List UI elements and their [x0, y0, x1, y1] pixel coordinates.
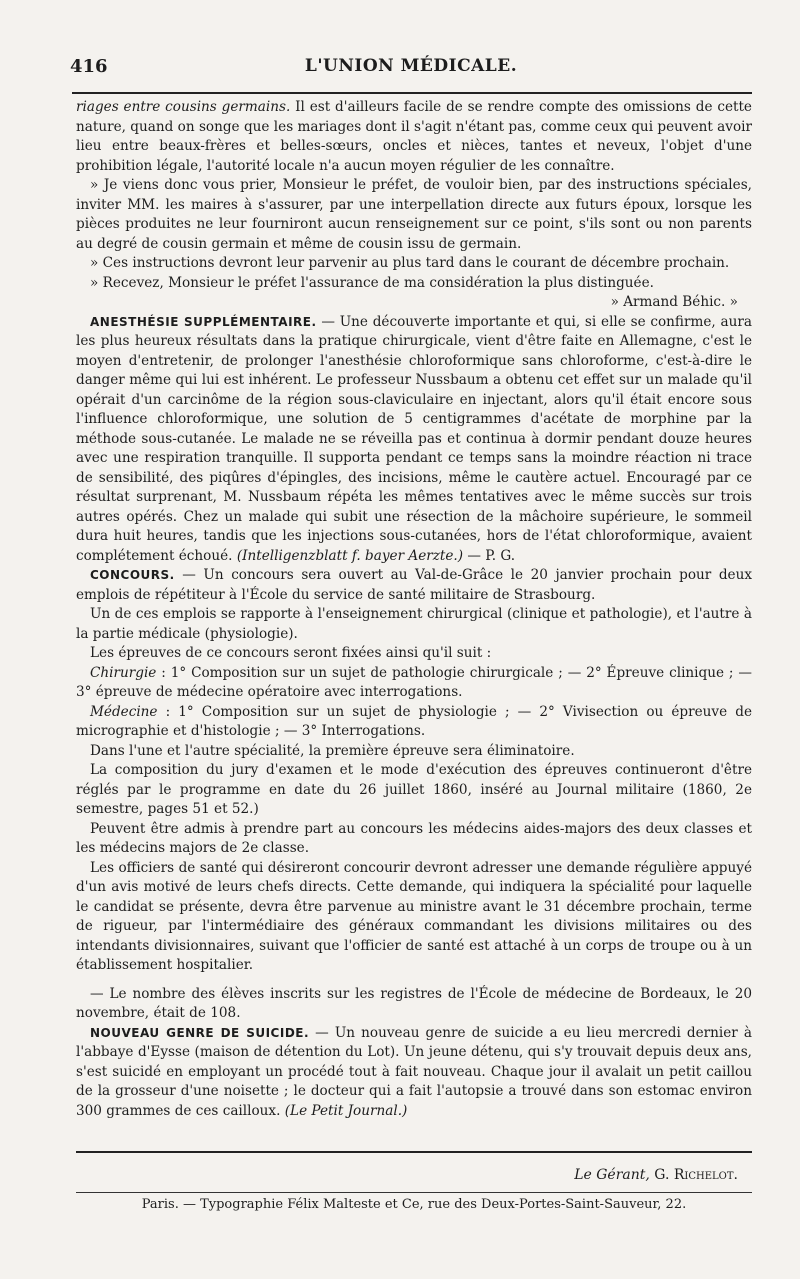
- gerant-name: G. Richelot.: [654, 1167, 738, 1183]
- paragraph: [76, 176, 752, 254]
- paragraph-text: — Le nombre des élèves inscrits sur les registres de l'École de médecine de Bordeaux, le 20 novembre, était de 108.: [76, 985, 752, 1021]
- article-body: [76, 98, 752, 1121]
- source-citation: (Intelligenzblatt f. bayer Aerzte.): [236, 547, 464, 564]
- imprint-line: Paris. — Typographie Félix Malteste et Ce, rue des Deux-Portes-Saint-Sauveur, 22.: [141, 1197, 687, 1212]
- paragraph-text: : 1° Composition sur un sujet de pathologie chirurgicale ; — 2° Épreuve clinique ; — 3° épreuve de médecine opératoire avec interrogations.: [76, 664, 752, 700]
- paragraph: [76, 644, 752, 664]
- news-item: [76, 1024, 752, 1122]
- italic-lead: riages entre cousins germains.: [76, 99, 291, 115]
- paragraph-text: Peuvent être admis à prendre part au concours les médecins aides-majors des deux classes et les médecins majors de 2e classe.: [76, 820, 752, 856]
- italic-lead: Chirurgie: [90, 664, 157, 681]
- paragraph: [76, 664, 752, 703]
- paragraph-text: — Un nouveau genre de suicide a eu lieu mercredi dernier à l'abbaye d'Eysse (maison de détention du Lot). Un jeune détenu, qui s'y trouvait depuis deux ans, s'est suicidé en employant un procédé tout à fait nouveau. Chaque jour il avalait un petit caillou de la grosseur d'une noisette ; le docteur qui a fait l'autopsie a trouvé dans son estomac environ 300 grammes de ces cailloux.: [76, 1024, 752, 1119]
- paragraph-text: — Un concours sera ouvert au Val-de-Grâce le 20 janvier prochain pour deux emplois de répétiteur à l'École du service de santé militaire de Strasbourg.: [76, 567, 752, 603]
- paragraph: [76, 98, 752, 176]
- news-item: [76, 313, 752, 567]
- header-rule: [72, 92, 752, 94]
- paragraph: [76, 761, 752, 820]
- paragraph-text: Les officiers de santé qui désireront concourir devront adresser une demande régulière appuyé d'un avis motivé de leurs chefs directs. Cette demande, qui indiquera la spécialité pour laquelle le candidat se présente, devra être parvenue au ministre avant le 31 décembre prochain, terme de rigueur, par l'intermédiaire des généraux commandant les divisions militaires ou des intendants divisionnaires, suivant que l'officier de santé est attaché à un corps de troupe ou à un établissement hospitalier.: [76, 859, 752, 973]
- paragraph-text: » Je viens donc vous prier, Monsieur le préfet, de vouloir bien, par des instructions spéciales, inviter MM. les maires à s'assurer, par une interpellation directe aux futurs époux, lorsque les pièces produites ne leur fourniront aucun renseignement sur ce point, s'ils sont ou non parents au degré de cousin germain et même de cousin issu de germain.: [76, 177, 752, 252]
- paragraph-text: : 1° Composition sur un sujet de physiologie ; — 2° Vivisection ou épreuve de micrographie et d'histologie ; — 3° Interrogations.: [76, 703, 752, 739]
- paragraph-text: Dans l'une et l'autre spécialité, la première épreuve sera éliminatoire.: [90, 742, 575, 759]
- source-citation: (Le Petit Journal.): [284, 1102, 408, 1119]
- paragraph: [76, 742, 752, 762]
- paragraph-text: Il est d'ailleurs facile de se rendre compte des omissions de cette nature, quand on songe que les mariages dont il s'agit n'étant pas, comme ceux qui peuvent avoir lieu entre beaux-frères et belles-sœurs, oncles et nièces, tantes et neveux, l'objet d'une prohibition légale, l'autorité locale n'a aucun moyen régulier de les connaître.: [76, 99, 752, 174]
- paragraph-text: Les épreuves de ce concours seront fixées ainsi qu'il suit :: [90, 645, 492, 661]
- paragraph: [76, 985, 752, 1024]
- paragraph: [76, 859, 752, 976]
- italic-lead: Médecine: [90, 703, 158, 720]
- rubric-heading: ANESTHÉSIE SUPPLÉMENTAIRE.: [90, 314, 317, 329]
- footer-rule: [76, 1151, 752, 1153]
- paragraph: [76, 605, 752, 644]
- rubric-heading: NOUVEAU GENRE DE SUICIDE.: [90, 1025, 310, 1040]
- gerant-label: Le Gérant,: [574, 1167, 650, 1183]
- gerant-line: [574, 1167, 738, 1183]
- running-title: L'UNION MÉDICALE.: [304, 56, 518, 76]
- author-initials: — P. G.: [463, 547, 516, 564]
- imprint-rule: [76, 1192, 752, 1193]
- paragraph-gap: [76, 976, 752, 985]
- paragraph-text: La composition du jury d'examen et le mode d'exécution des épreuves continueront d'être réglés par le programme en date du 26 juillet 1860, inséré au Journal militaire (1860, 2e semestre, pages 51 et 52.): [76, 762, 752, 817]
- paragraph-text: » Ces instructions devront leur parvenir au plus tard dans le courant de décembre prochain.: [90, 255, 730, 271]
- letter-signature: » Armand Béhic. »: [610, 294, 738, 310]
- paragraph: [76, 274, 752, 294]
- page-header: [70, 56, 752, 86]
- page-number: 416: [70, 56, 108, 77]
- paragraph: [76, 703, 752, 742]
- paragraph-text: Un de ces emplois se rapporte à l'enseignement chirurgical (clinique et pathologie), et l'autre à la partie médicale (physiologie).: [76, 606, 752, 642]
- paragraph: [76, 254, 752, 274]
- paragraph-text: — Une découverte importante et qui, si elle se confirme, aura les plus heureux résultats dans la pratique chirurgicale, vient d'être faite en Allemagne, c'est le moyen d'entretenir, de prolonger l'anesthésie chloroformique sans chloroforme, c'est-à-dire le danger même qui lui est inhérent. Le professeur Nussbaum a obtenu cet effet sur un malade qu'il opérait d'un carcinôme de la région sous-claviculaire en injectant, alors qu'il était encore sous l'influence chloroformique, une solution de 5 centigrammes d'acétate de morphine par la méthode sous-cutanée. Le malade ne se réveilla pas et continua à dormir pendant douze heures avec une respiration tranquille. Il supporta pendant ce temps sans la moindre réaction ni trace de sensibilité, des piqûres d'épingles, des incisions, même le cautère actuel. Encouragé par ce résultat surprenant, M. Nussbaum répéta les mêmes tentatives avec le même succès sur trois autres opérés. Chez un malade qui subit une résection de la mâchoire supérieure, le sommeil dura huit heures, tandis que les injections sous-cutanées, hors de l'état chloroformique, avaient complétement échoué.: [76, 313, 752, 564]
- news-item: [76, 566, 752, 605]
- rubric-heading: CONCOURS.: [90, 568, 175, 582]
- paragraph: [76, 820, 752, 859]
- paragraph-text: » Recevez, Monsieur le préfet l'assurance de ma considération la plus distinguée.: [90, 274, 654, 291]
